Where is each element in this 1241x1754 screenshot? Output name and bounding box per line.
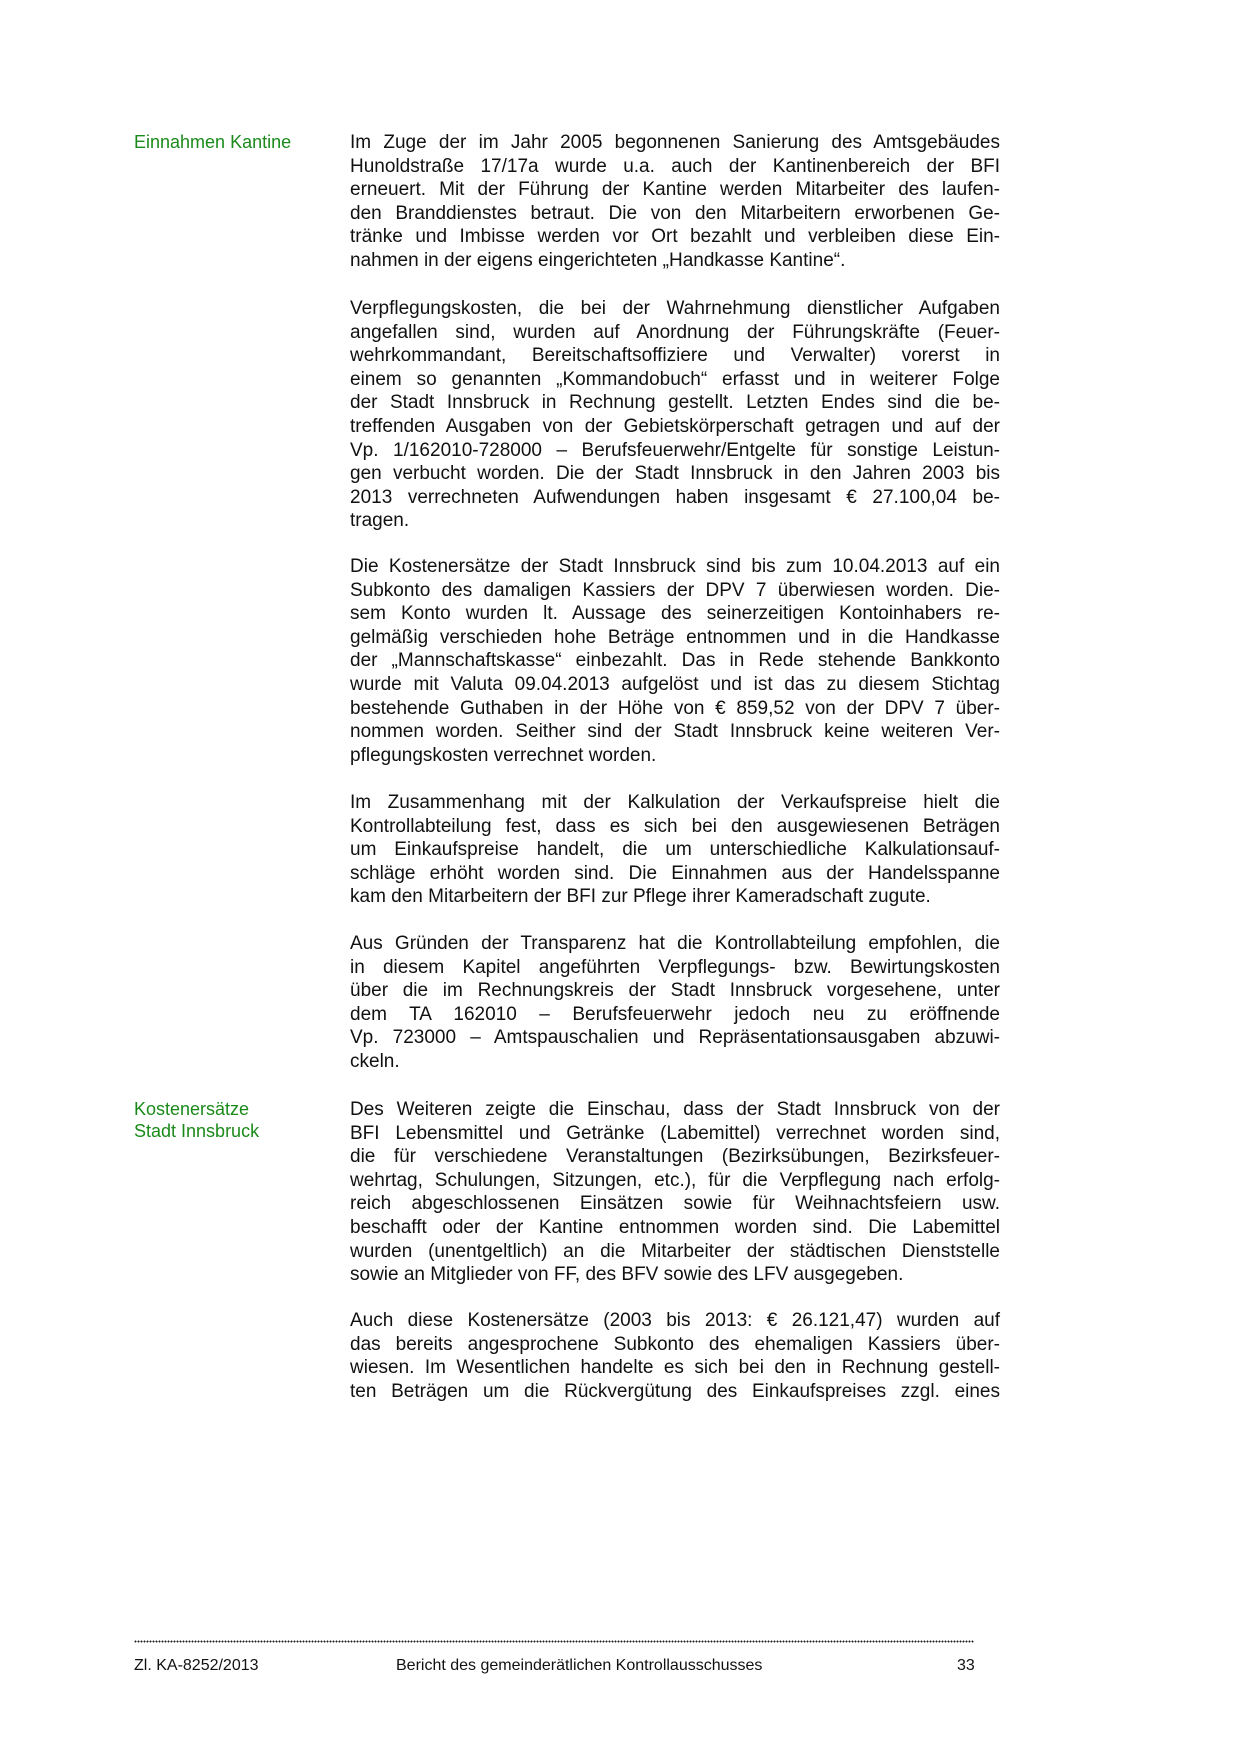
text-line: nahmen in der eigens eingerichteten „Handkasse Kantine“. bbox=[350, 249, 846, 271]
text-line: Hunoldstraße 17/17a wurde u.a. auch der Kantinenbereich der BFI bbox=[350, 155, 1000, 177]
label-line: Stadt Innsbruck bbox=[134, 1121, 260, 1141]
body-paragraph bbox=[350, 1309, 1000, 1403]
label-line: Einnahmen Kantine bbox=[134, 132, 292, 152]
text-line: ten Beträgen um die Rückvergütung des Einkaufspreises zzgl. eines bbox=[350, 1380, 1000, 1402]
text-line: pflegungskosten verrechnet worden. bbox=[350, 744, 657, 766]
text-line: über die im Rechnungskreis der Stadt Innsbruck vorgesehene, unter bbox=[350, 980, 1000, 1002]
body-paragraph bbox=[350, 1098, 1000, 1287]
text-line: Subkonto des damaligen Kassiers der DPV 7 überwiesen worden. Die- bbox=[350, 579, 1000, 601]
text-line: sowie an Mitglieder von FF, des BFV sowie des LFV ausgegeben. bbox=[350, 1264, 904, 1286]
text-line: Vp. 723000 – Amtspauschalien und Repräsentationsausgaben abzuwi- bbox=[350, 1027, 1000, 1049]
body-paragraph bbox=[350, 932, 1000, 1074]
text-line: wehrkommandant, Bereitschaftsoffiziere und Verwalter) vorerst in bbox=[350, 345, 1000, 367]
text-line: wehrtag, Schulungen, Sitzungen, etc.), für die Verpflegung nach erfolg- bbox=[350, 1169, 1000, 1191]
body-paragraph bbox=[350, 555, 1000, 767]
text-line: bestehende Guthaben in der Höhe von € 859,52 von der DPV 7 über- bbox=[350, 697, 1000, 719]
text-line: gen verbucht worden. Die der Stadt Innsbruck in den Jahren 2003 bis bbox=[350, 463, 1000, 485]
text-line: in diesem Kapitel angeführten Verpflegungs- bzw. Bewirtungskosten bbox=[350, 956, 1000, 978]
footer-reference: Zl. KA-8252/2013 bbox=[134, 1657, 259, 1674]
text-line: schläge erhöht worden sind. Die Einnahmen aus der Handelsspanne bbox=[350, 862, 1000, 884]
text-line: erneuert. Mit der Führung der Kantine werden Mitarbeiter des laufen- bbox=[350, 179, 1000, 201]
text-line: Aus Gründen der Transparenz hat die Kontrollabteilung empfohlen, die bbox=[350, 933, 1000, 954]
text-line: wurde mit Valuta 09.04.2013 aufgelöst und ist das zu diesem Stichtag bbox=[350, 673, 1000, 695]
text-line: gelmäßig verschieden hohe Beträge entnommen und in die Handkasse bbox=[350, 626, 1000, 648]
text-line: wiesen. Im Wesentlichen handelte es sich bei den in Rechnung gestell- bbox=[350, 1357, 1000, 1379]
body-paragraph bbox=[350, 791, 1000, 909]
text-line: tränke und Imbisse werden vor Ort bezahlt und verbleiben diese Ein- bbox=[350, 226, 1000, 248]
margin-label-kostenersaetze bbox=[134, 1098, 259, 1142]
text-line: das bereits angesprochene Subkonto des ehemaligen Kassiers über- bbox=[350, 1333, 1000, 1355]
margin-label-einnahmen-kantine bbox=[134, 131, 291, 153]
footer-title: Bericht des gemeinderätlichen Kontrollausschusses bbox=[396, 1657, 763, 1674]
text-line: wurden (unentgeltlich) an die Mitarbeiter der städtischen Dienststelle bbox=[350, 1240, 1000, 1262]
text-line: die für verschiedene Veranstaltungen (Bezirksübungen, Bezirksfeuer- bbox=[350, 1146, 1000, 1168]
text-line: 2013 verrechneten Aufwendungen haben insgesamt € 27.100,04 be- bbox=[350, 486, 1000, 508]
text-line: Im Zusammenhang mit der Kalkulation der Verkaufspreise hielt die bbox=[350, 792, 1000, 813]
text-line: den Branddienstes betraut. Die von den Mitarbeitern erworbenen Ge- bbox=[350, 202, 1000, 224]
footer-dotted-rule bbox=[134, 1640, 974, 1643]
text-line: ckeln. bbox=[350, 1050, 400, 1072]
text-line: einem so genannten „Kommandobuch“ erfasst und in weiterer Folge bbox=[350, 368, 1000, 390]
text-line: BFI Lebensmittel und Getränke (Labemittel) verrechnet worden sind, bbox=[350, 1122, 1000, 1144]
text-line: Die Kostenersätze der Stadt Innsbruck sind bis zum 10.04.2013 auf ein bbox=[350, 556, 1000, 577]
text-line: der „Mannschaftskasse“ einbezahlt. Das in Rede stehende Bankkonto bbox=[350, 650, 1000, 672]
text-line: der Stadt Innsbruck in Rechnung gestellt. Letzten Endes sind die be- bbox=[350, 392, 1000, 414]
text-line: reich abgeschlossenen Einsätzen sowie für Weihnachtsfeiern usw. bbox=[350, 1193, 1000, 1215]
text-line: Vp. 1/162010-728000 – Berufsfeuerwehr/Entgelte für sonstige Leistun- bbox=[350, 439, 1000, 461]
label-line: Kostenersätze bbox=[134, 1099, 250, 1119]
text-line: treffenden Ausgaben von der Gebietskörperschaft getragen und auf der bbox=[350, 415, 1000, 437]
body-paragraph bbox=[350, 131, 1000, 273]
text-line: angefallen sind, wurden auf Anordnung der Führungskräfte (Feuer- bbox=[350, 321, 1000, 343]
text-line: beschafft oder der Kantine entnommen worden sind. Die Labemittel bbox=[350, 1216, 1000, 1238]
text-line: kam den Mitarbeitern der BFI zur Pflege ihrer Kameradschaft zugute. bbox=[350, 886, 931, 908]
text-line: Des Weiteren zeigte die Einschau, dass der Stadt Innsbruck von der bbox=[350, 1099, 1000, 1120]
text-line: dem TA 162010 – Berufsfeuerwehr jedoch neu zu eröffnende bbox=[350, 1003, 1000, 1025]
text-line: tragen. bbox=[350, 510, 410, 532]
text-line: nommen worden. Seither sind der Stadt Innsbruck keine weiteren Ver- bbox=[350, 721, 1000, 743]
body-paragraph bbox=[350, 297, 1000, 533]
text-line: Kontrollabteilung fest, dass es sich bei den ausgewiesenen Beträgen bbox=[350, 815, 1000, 837]
text-line: sem Konto wurden lt. Aussage des seinerzeitigen Kontoinhabers re- bbox=[350, 603, 1000, 625]
text-line: Auch diese Kostenersätze (2003 bis 2013: € 26.121,47) wurden auf bbox=[350, 1310, 1000, 1331]
text-line: Verpflegungskosten, die bei der Wahrnehmung dienstlicher Aufgaben bbox=[350, 298, 1000, 319]
text-line: Im Zuge der im Jahr 2005 begonnenen Sanierung des Amtsgebäudes bbox=[350, 132, 1000, 153]
text-line: um Einkaufspreise handelt, die um unterschiedliche Kalkulationsauf- bbox=[350, 839, 1000, 861]
footer-page-number: 33 bbox=[957, 1657, 975, 1674]
